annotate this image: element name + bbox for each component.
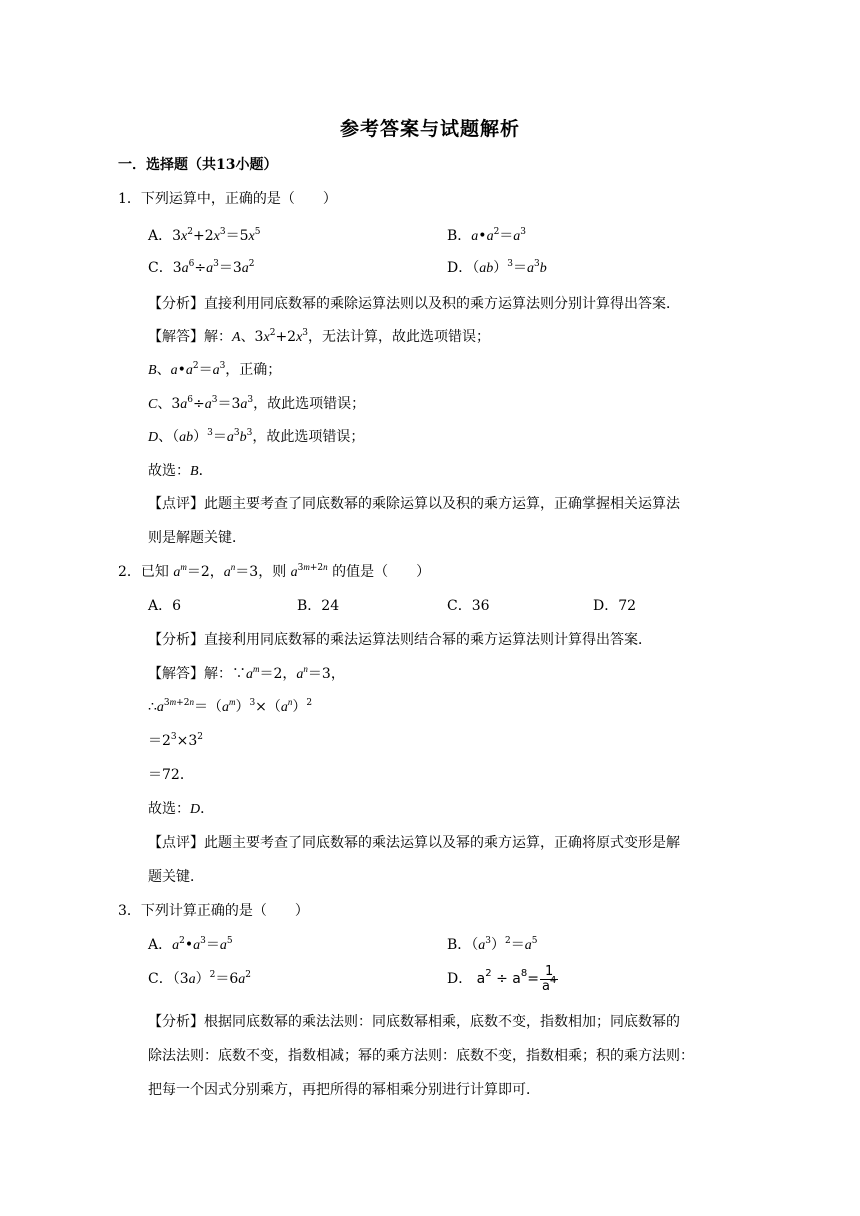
q3-option-b: B．$(a^3)^2=a^5$ <box>447 936 538 953</box>
q3-analysis-line3: 把每一个因式分别乘方，再把所得的幂相乘分别进行计算即可． <box>148 1082 540 1098</box>
q3-option-a: A．$a^2•a^3=a^5$ <box>148 936 233 953</box>
section-heading: 一．选择题（共13小题） <box>118 157 278 173</box>
q2-answer-given: 【解答】解：$\because a^m=2$，$a^n=3$， <box>148 664 345 682</box>
q2-answer-step2: $=2^3\times 3^2$ <box>148 732 204 749</box>
q3-option-d: D． $a^2 \div a^8=$ $\frac{1}{a^4}$ <box>447 963 557 994</box>
q2-option-d: D．72 <box>593 598 637 614</box>
q2-option-b: B．24 <box>297 598 340 614</box>
q3-analysis-line2: 除法法则：底数不变，指数相减；幂的乘方法则：底数不变，指数相乘；积的乘方法则： <box>148 1048 694 1064</box>
q1-answer-d: D、$(ab)^3=a^3b^3$，故此选项错误； <box>148 428 365 445</box>
q2-option-a: A．6 <box>148 598 182 614</box>
q1-comment-line2: 则是解题关键． <box>148 530 246 546</box>
q2-option-c: C．36 <box>447 598 490 614</box>
q1-option-a: A．$3x^2+2x^3=5x^5$ <box>148 227 261 244</box>
q2-comment-line1: 【点评】此题主要考查了同底数幂的乘法运算以及幂的乘方运算，正确将原式变形是解 <box>148 835 680 851</box>
q2-analysis: 【分析】直接利用同底数幂的乘法运算法则结合幂的乘方运算法则计算得出答案． <box>148 632 652 648</box>
q2-answer-step3: ＝72． <box>148 767 194 783</box>
q2-comment-line2: 题关键． <box>148 869 204 885</box>
q1-option-b: B．$a•a^2=a^3$ <box>447 227 527 244</box>
q1-answer-c: C、$3a^6\div a^3=3a^3$，故此选项错误； <box>148 395 366 412</box>
q1-analysis: 【分析】直接利用同底数幂的乘除运算法则以及积的乘方运算法则分别计算得出答案． <box>148 296 680 312</box>
q1-stem: 1．下列运算中，正确的是（ ） <box>118 191 337 207</box>
q3-option-c: C．$(3a)^2=6a^2$ <box>148 970 252 987</box>
q2-answer-step1: $\therefore a^{3m+2n}=(a^m)^3\times(a^n)^2$ <box>148 697 313 715</box>
q1-choose: 故选：B． <box>148 463 213 479</box>
q2-stem: 2．已知 $a^m=2$，$a^n=3$，则 $a^{3m+2n}$ 的值是（ ） <box>118 562 431 580</box>
q3-stem: 3．下列计算正确的是（ ） <box>118 903 309 919</box>
q3-analysis-line1: 【分析】根据同底数幂的乘法法则：同底数幂相乘，底数不变，指数相加；同底数幂的 <box>148 1014 680 1030</box>
q2-choose: 故选：D． <box>148 801 215 817</box>
page-title: 参考答案与试题解析 <box>339 118 520 140</box>
q1-comment-line1: 【点评】此题主要考查了同底数幂的乘除运算以及积的乘方运算，正确掌握相关运算法 <box>148 496 680 512</box>
q1-answer-a: 【解答】解：A、$3x^2+2x^3$，无法计算，故此选项错误； <box>148 328 491 345</box>
q3-option-d-fraction: $\frac{1}{a^4}$ <box>541 963 557 994</box>
q1-option-c: C．$3a^6\div a^3=3a^2$ <box>148 259 255 276</box>
q1-answer-b: B、$a•a^2=a^3$，正确； <box>148 361 282 378</box>
q1-option-d: D．$(ab)^3=a^3b$ <box>447 259 547 276</box>
